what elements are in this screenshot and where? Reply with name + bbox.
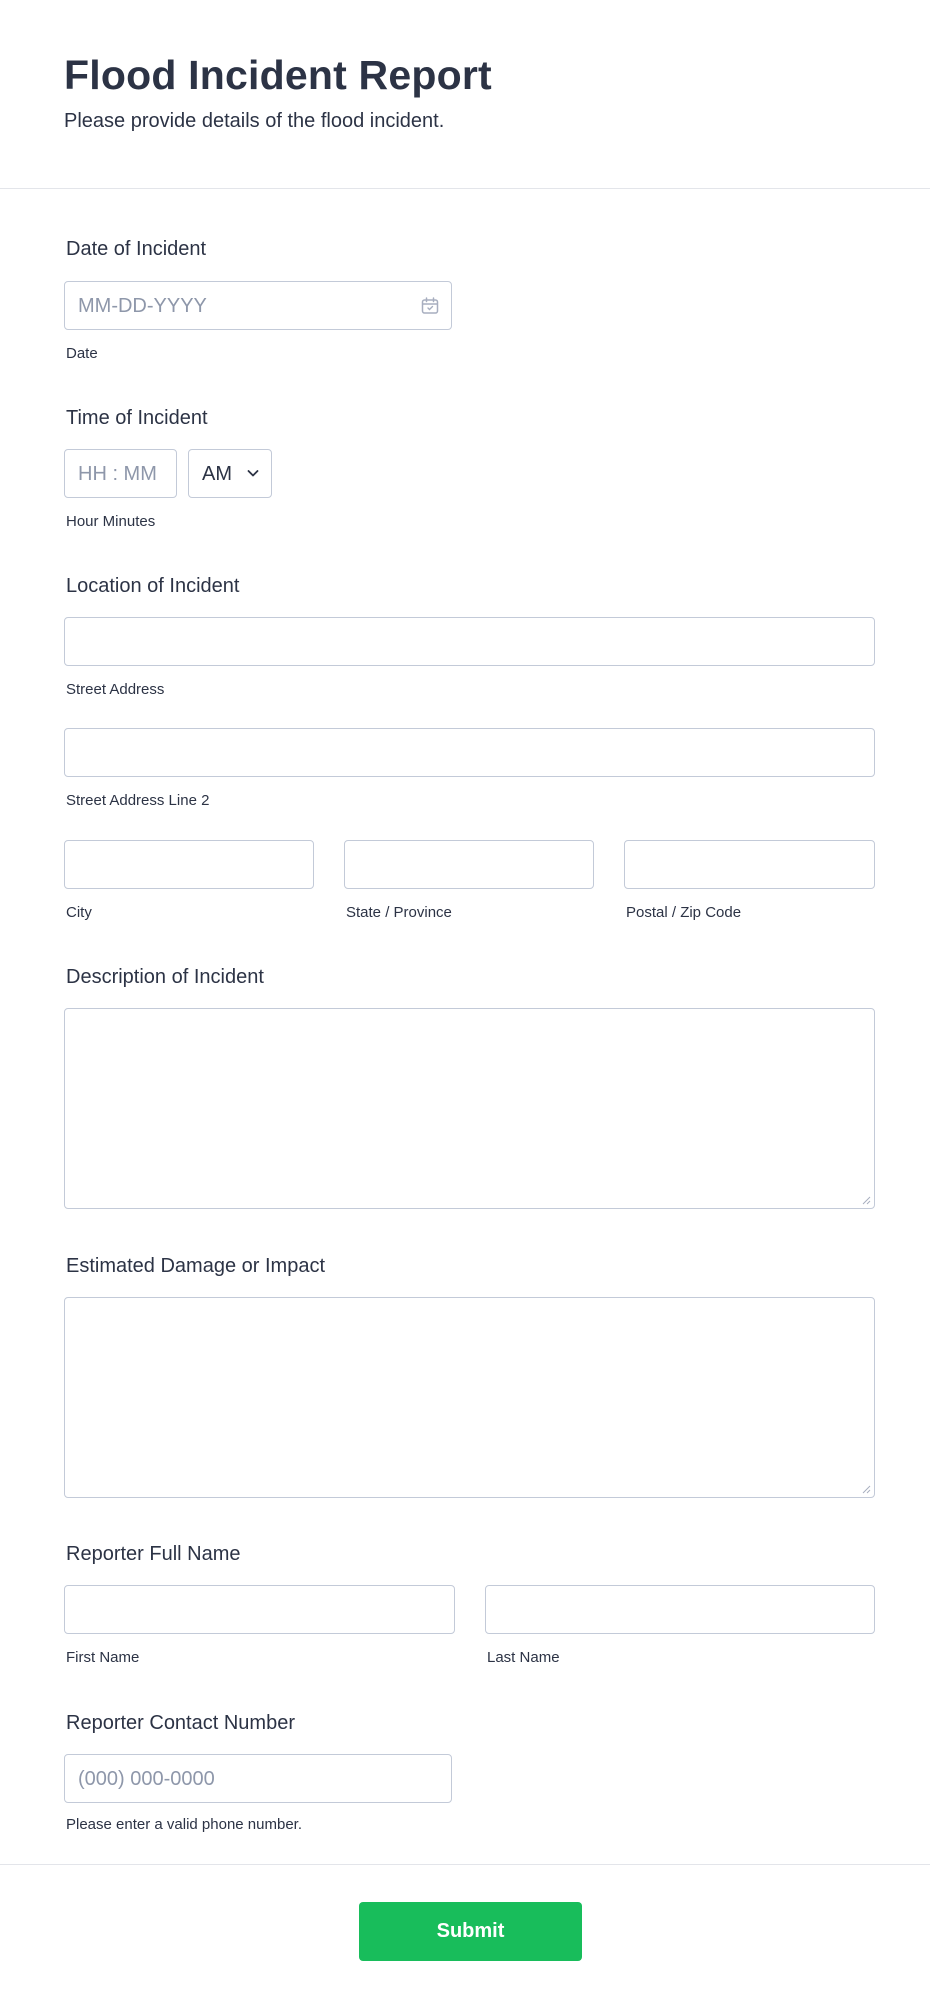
city-input[interactable] — [64, 840, 314, 889]
time-input[interactable] — [64, 449, 177, 498]
state-province-sublabel: State / Province — [346, 904, 452, 921]
resize-grip-icon[interactable] — [861, 1484, 871, 1494]
damage-textarea[interactable] — [64, 1297, 875, 1498]
date-of-incident-label: Date of Incident — [66, 238, 207, 260]
ampm-select[interactable] — [188, 449, 272, 498]
last-name-input[interactable] — [485, 1585, 875, 1634]
street-address-line2-sublabel: Street Address Line 2 — [66, 792, 210, 809]
street-address-sublabel: Street Address — [66, 681, 165, 698]
phone-input[interactable] — [64, 1754, 452, 1803]
location-of-incident-label: Location of Incident — [66, 575, 240, 597]
chevron-down-icon — [247, 469, 259, 478]
phone-sublabel: Please enter a valid phone number. — [66, 1816, 302, 1833]
calendar-icon[interactable] — [421, 297, 439, 315]
postal-zip-sublabel: Postal / Zip Code — [626, 904, 742, 921]
date-input[interactable] — [64, 281, 452, 330]
last-name-sublabel: Last Name — [487, 1649, 560, 1666]
form-title: Flood Incident Report — [64, 52, 492, 98]
date-sublabel: Date — [66, 345, 98, 362]
footer-divider — [0, 1864, 930, 1865]
submit-button[interactable]: Submit — [359, 1902, 582, 1961]
time-sublabel: Hour Minutes — [66, 513, 156, 530]
first-name-input[interactable] — [64, 1585, 455, 1634]
time-input-placeholder: HH : MM — [78, 463, 157, 485]
resize-grip-icon[interactable] — [861, 1195, 871, 1205]
reporter-full-name-label: Reporter Full Name — [66, 1543, 241, 1565]
street-address-input[interactable] — [64, 617, 875, 666]
postal-zip-input[interactable] — [624, 840, 875, 889]
phone-input-placeholder: (000) 000-0000 — [78, 1768, 215, 1790]
time-of-incident-label: Time of Incident — [66, 407, 208, 429]
street-address-line2-input[interactable] — [64, 728, 875, 777]
description-textarea[interactable] — [64, 1008, 875, 1209]
state-province-input[interactable] — [344, 840, 594, 889]
description-of-incident-label: Description of Incident — [66, 966, 264, 988]
reporter-contact-number-label: Reporter Contact Number — [66, 1712, 295, 1734]
ampm-selected-value: AM — [202, 463, 232, 485]
first-name-sublabel: First Name — [66, 1649, 140, 1666]
form-header — [0, 0, 930, 189]
form-subtitle: Please provide details of the flood incident. — [64, 110, 445, 132]
city-sublabel: City — [66, 904, 92, 921]
estimated-damage-label: Estimated Damage or Impact — [66, 1255, 325, 1277]
date-input-placeholder: MM-DD-YYYY — [78, 295, 207, 317]
